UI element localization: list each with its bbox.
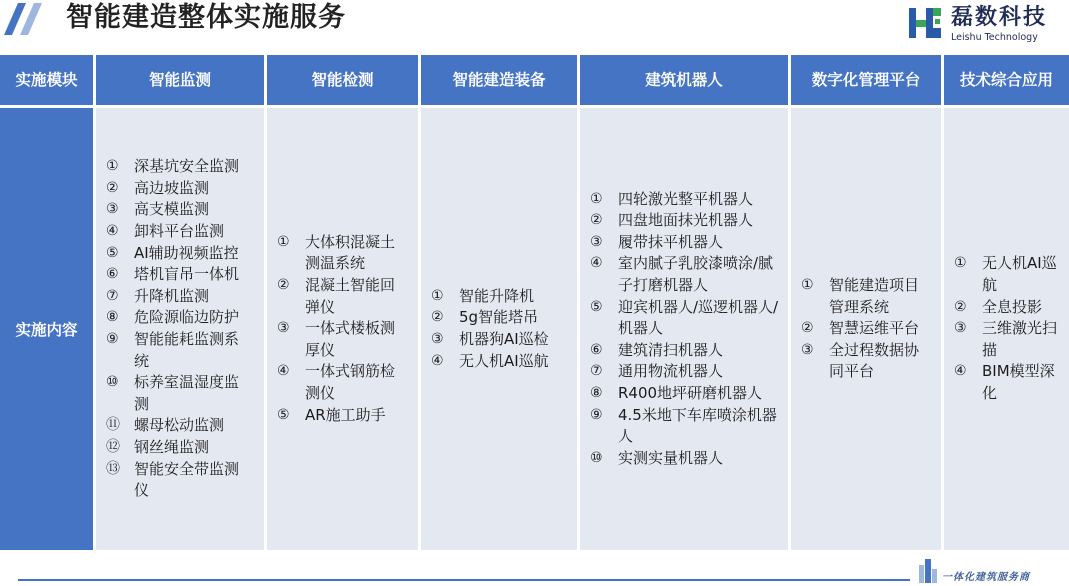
- item-number: ④: [590, 255, 603, 272]
- column-header-technology: 技术综合应用: [944, 55, 1069, 105]
- item-text: 无人机AI巡航: [459, 351, 549, 370]
- item-text: 高支模监测: [134, 200, 210, 219]
- item-text: 4.5米地下车库喷涂机器人: [618, 405, 777, 446]
- item-number: ①: [801, 277, 814, 294]
- logo-name-en: Leishu Technology: [951, 32, 1038, 43]
- cell-monitoring: [96, 108, 264, 550]
- list-item: [277, 232, 397, 275]
- item-number: ①: [590, 190, 603, 207]
- item-number: ②: [590, 212, 603, 229]
- item-text: 卸料平台监测: [134, 222, 225, 241]
- item-text: R400地坪研磨机器人: [618, 383, 763, 402]
- item-text: 塔机盲吊一体机: [134, 265, 240, 284]
- list-item: [106, 372, 242, 415]
- item-number: ③: [590, 233, 603, 250]
- row-label-content: 实施内容: [0, 108, 93, 550]
- footer-slogan: 一体化建筑服务商: [942, 572, 1030, 583]
- list-item: [590, 210, 784, 232]
- list-item: [106, 437, 242, 459]
- list-item: [277, 275, 397, 318]
- company-logo: [907, 4, 1062, 46]
- page-title: 智能建造整体实施服务: [66, 2, 346, 33]
- item-number: ⑬: [106, 460, 120, 477]
- column-header-inspection: 智能检测: [267, 55, 418, 105]
- item-text: 智能建造项目管理系统: [829, 276, 920, 316]
- item-text: 全息投影: [982, 297, 1043, 316]
- item-number: ②: [431, 309, 444, 326]
- column-header-module: 实施模块: [0, 55, 93, 105]
- list-item: [431, 351, 573, 373]
- item-number: ③: [277, 320, 290, 337]
- list-item: [590, 297, 784, 340]
- list-item: [106, 415, 242, 437]
- cell-technology: [944, 108, 1069, 550]
- item-number: ③: [106, 201, 119, 218]
- monitoring-list: [106, 156, 242, 502]
- item-number: ⑩: [106, 374, 119, 391]
- technology-list: [954, 253, 1062, 404]
- list-item: [106, 178, 242, 200]
- item-text: 迎宾机器人/巡逻机器人/机器人: [618, 297, 779, 338]
- title-decoration-icon: [4, 3, 50, 35]
- item-number: ①: [277, 233, 290, 250]
- column-header-monitoring: 智能监测: [96, 55, 264, 105]
- item-text: 机器狗AI巡检: [459, 330, 549, 348]
- list-item: [106, 307, 242, 329]
- item-number: ⑧: [590, 384, 603, 401]
- leishu-logo-icon: [907, 4, 943, 42]
- list-item: [801, 340, 925, 383]
- item-number: ⑤: [106, 244, 119, 261]
- item-text: 智能安全带监测仪: [134, 459, 240, 500]
- item-text: 四盘地面抹光机器人: [618, 211, 754, 230]
- item-number: ③: [431, 331, 444, 347]
- item-text: 升降机监测: [134, 286, 210, 305]
- item-number: ②: [954, 298, 967, 315]
- column-header-equipment: 智能建造装备: [421, 55, 577, 105]
- item-text: 智能能耗监测系统: [134, 330, 240, 370]
- item-text: AR施工助手: [305, 405, 386, 424]
- item-number: ⑩: [590, 449, 603, 466]
- list-item: [590, 253, 784, 296]
- item-number: ②: [801, 320, 814, 337]
- column-header-robots: 建筑机器人: [580, 55, 788, 105]
- item-text: 全过程数据协同平台: [829, 340, 920, 381]
- item-text: AI辅助视频监控: [134, 243, 239, 262]
- item-text: 四轮激光整平机器人: [618, 189, 754, 208]
- item-number: ⑧: [106, 309, 119, 326]
- item-number: ⑦: [590, 363, 603, 380]
- item-text: 钢丝绳监测: [134, 437, 210, 456]
- list-item: [590, 383, 784, 405]
- logo-name-cn: 磊数科技: [951, 5, 1048, 30]
- item-number: ⑪: [106, 417, 120, 434]
- list-item: [431, 286, 573, 308]
- list-item: [277, 361, 397, 404]
- equipment-list: [431, 286, 573, 372]
- list-item: [954, 297, 1062, 319]
- list-item: [106, 459, 242, 502]
- list-item: [106, 221, 242, 243]
- item-number: ②: [106, 179, 119, 196]
- building-icon: [917, 557, 939, 583]
- service-table: [0, 55, 1069, 550]
- item-text: 履带抹平机器人: [618, 232, 724, 251]
- item-text: 一体式钢筋检测仪: [305, 362, 396, 402]
- item-text: BIM模型深化: [982, 362, 1055, 402]
- list-item: [431, 329, 573, 351]
- list-item: [106, 329, 242, 372]
- list-item: [954, 361, 1062, 404]
- item-number: ①: [954, 255, 967, 272]
- item-text: 深基坑安全监测: [134, 157, 240, 176]
- list-item: [106, 286, 242, 308]
- item-number: ⑥: [106, 266, 119, 283]
- footer-divider: [18, 579, 910, 581]
- cell-inspection: [267, 108, 418, 550]
- item-number: ④: [431, 352, 444, 369]
- item-text: 室内腻子乳胶漆喷涂/腻子打磨机器人: [618, 254, 774, 295]
- list-item: [106, 264, 242, 286]
- item-number: ④: [277, 363, 290, 380]
- cell-robots: [580, 108, 788, 550]
- list-item: [954, 318, 1062, 361]
- list-item: [590, 361, 784, 383]
- item-number: ⑨: [590, 406, 603, 423]
- list-item: [277, 405, 397, 427]
- item-number: ⑥: [590, 341, 603, 358]
- item-text: 智慧运维平台: [829, 319, 920, 338]
- item-text: 大体积混凝土测温系统: [305, 232, 396, 273]
- item-number: ⑤: [590, 298, 603, 315]
- list-item: [106, 243, 242, 265]
- item-text: 无人机AI巡航: [982, 254, 1057, 295]
- item-text: 高边坡监测: [134, 178, 210, 197]
- list-item: [590, 340, 784, 362]
- robots-list: [590, 189, 784, 470]
- cell-platform: [791, 108, 941, 550]
- item-text: 一体式楼板测厚仪: [305, 319, 396, 359]
- list-item: [106, 199, 242, 221]
- item-text: 标养室温湿度监测: [134, 373, 240, 413]
- list-item: [801, 318, 925, 340]
- item-number: ④: [106, 223, 119, 240]
- item-number: ⑨: [106, 331, 119, 347]
- list-item: [590, 232, 784, 254]
- list-item: [590, 189, 784, 211]
- item-number: ④: [954, 363, 967, 380]
- item-number: ②: [277, 277, 290, 294]
- list-item: [106, 156, 242, 178]
- item-number: ⑤: [277, 406, 290, 423]
- item-text: 智能升降机: [459, 286, 535, 305]
- list-item: [277, 318, 397, 361]
- item-number: ①: [106, 158, 119, 175]
- item-number: ①: [431, 287, 444, 304]
- item-text: 建筑清扫机器人: [618, 340, 724, 359]
- list-item: [431, 307, 573, 329]
- item-text: 实测实量机器人: [618, 448, 724, 467]
- item-text: 三维激光扫描: [982, 319, 1058, 359]
- list-item: [801, 275, 925, 318]
- column-header-platform: 数字化管理平台: [791, 55, 941, 105]
- item-text: 通用物流机器人: [618, 362, 724, 381]
- item-number: ⑦: [106, 287, 119, 304]
- list-item: [954, 253, 1062, 296]
- item-text: 混凝土智能回弹仪: [305, 276, 396, 316]
- item-text: 危险源临边防护: [134, 308, 240, 327]
- list-item: [590, 405, 784, 448]
- item-text: 5g智能塔吊: [459, 308, 539, 327]
- item-number: ③: [954, 320, 967, 337]
- list-item: [590, 448, 784, 470]
- item-number: ⑫: [106, 438, 120, 455]
- item-number: ③: [801, 341, 814, 358]
- cell-equipment: [421, 108, 577, 550]
- platform-list: [801, 275, 925, 383]
- inspection-list: [277, 232, 397, 426]
- item-text: 螺母松动监测: [134, 416, 225, 435]
